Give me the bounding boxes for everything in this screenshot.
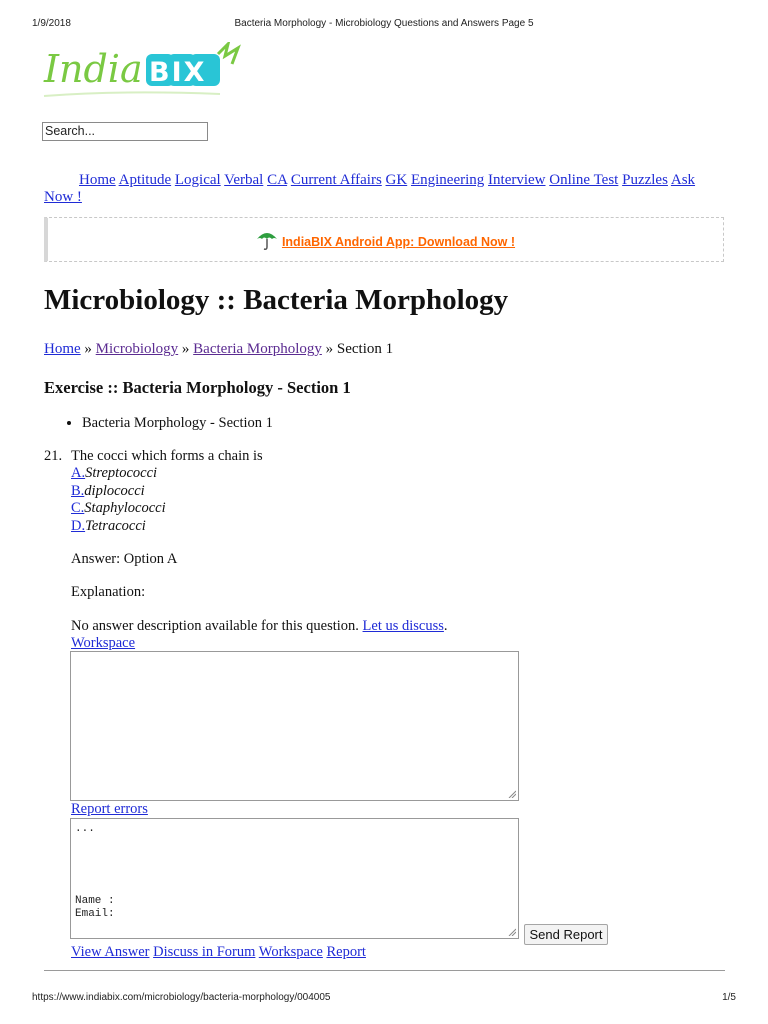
option-d-letter[interactable]: D.	[71, 517, 86, 534]
breadcrumb-separator: »	[181, 341, 190, 357]
report-errors-link[interactable]: Report errors	[71, 801, 148, 817]
discuss-link[interactable]: Let us discuss	[362, 617, 444, 634]
nav-current-affairs[interactable]: Current Affairs	[290, 172, 382, 188]
nav-engineering[interactable]: Engineering	[410, 172, 485, 188]
report-textarea[interactable]	[70, 818, 519, 939]
explanation-body: No answer description available for this question.	[71, 617, 359, 634]
question-text: The cocci which forms a chain is	[71, 448, 263, 464]
nav-aptitude[interactable]: Aptitude	[118, 172, 172, 188]
nav-ca[interactable]: CA	[267, 172, 288, 188]
option-a-letter[interactable]: A.	[71, 465, 86, 482]
print-date: 1/9/2018	[32, 18, 71, 29]
discuss-in-forum-link[interactable]: Discuss in Forum	[153, 944, 256, 960]
option-d-text: Tetracocci	[85, 517, 146, 534]
breadcrumb-microbiology[interactable]: Microbiology	[95, 341, 179, 357]
option-b-text: diplococci	[84, 482, 145, 499]
nav-ask-now[interactable]: Ask Now !	[44, 172, 696, 205]
workspace-link[interactable]: Workspace	[71, 635, 136, 652]
section-list	[66, 414, 273, 432]
option-b-letter[interactable]: B.	[71, 482, 85, 499]
breadcrumb	[44, 340, 393, 358]
print-page-number: 1/5	[722, 992, 736, 1003]
section-list-item[interactable]: • Bacteria Morphology - Section 1	[82, 414, 273, 432]
answer-text: Answer: Option A	[71, 551, 178, 568]
option-c-letter[interactable]: C.	[71, 500, 85, 517]
question-number: 21.	[44, 448, 63, 464]
android-app-banner	[44, 217, 724, 262]
exercise-heading: Exercise :: Bacteria Morphology - Section 1	[44, 378, 351, 397]
question-actions	[71, 944, 366, 961]
option-c-text: Staphylococci	[84, 500, 166, 517]
nav-interview[interactable]: Interview	[488, 172, 546, 188]
breadcrumb-home[interactable]: Home	[44, 341, 81, 357]
android-app-download-link[interactable]: IndiaBIX Android App: Download Now !	[281, 235, 516, 249]
explanation-period: .	[443, 617, 448, 634]
logo-india-text: India	[44, 47, 143, 91]
print-title: Bacteria Morphology - Microbiology Questions and Answers Page 5	[234, 18, 534, 29]
report-email-label: Email:	[75, 908, 115, 920]
explanation-text	[71, 618, 531, 635]
question-block	[71, 448, 531, 653]
breadcrumb-separator: »	[84, 341, 92, 357]
view-answer-link[interactable]: View Answer	[71, 944, 150, 960]
umbrella-icon	[256, 229, 278, 256]
nav-logical[interactable]: Logical	[174, 172, 221, 188]
main-nav	[44, 172, 724, 206]
resize-grip-icon[interactable]	[508, 790, 516, 798]
option-c[interactable]	[71, 500, 531, 517]
breadcrumb-bacteria-morphology[interactable]: Bacteria Morphology	[193, 341, 322, 357]
logo-bix-text: BIX	[149, 57, 207, 88]
report-errors-row	[71, 801, 148, 818]
nav-verbal[interactable]: Verbal	[224, 172, 264, 188]
breadcrumb-current: Section 1	[336, 341, 394, 357]
search-input[interactable]: Search...	[42, 122, 208, 141]
option-d[interactable]	[71, 518, 531, 535]
print-url: https://www.indiabix.com/microbiology/bacteria-morphology/004005	[32, 992, 331, 1003]
option-a-text: Streptococci	[85, 465, 158, 482]
page-title: Microbiology :: Bacteria Morphology	[44, 284, 509, 316]
workspace-textarea[interactable]	[70, 651, 519, 801]
report-link[interactable]: Report	[326, 944, 366, 960]
nav-puzzles[interactable]: Puzzles	[622, 172, 668, 188]
send-report-button[interactable]: Send Report	[524, 924, 608, 945]
resize-grip-icon[interactable]	[508, 928, 516, 936]
divider	[44, 970, 725, 971]
workspace-bottom-link[interactable]: Workspace	[258, 944, 323, 960]
explanation-label: Explanation:	[71, 584, 146, 601]
nav-home[interactable]: Home	[79, 172, 116, 188]
lightning-icon	[218, 44, 238, 64]
report-placeholder-dots: ...	[75, 823, 95, 835]
breadcrumb-separator: »	[325, 341, 334, 357]
nav-online-test[interactable]: Online Test	[549, 172, 619, 188]
option-b[interactable]	[71, 483, 531, 500]
report-name-label: Name :	[75, 895, 115, 907]
indiabix-logo[interactable]	[42, 42, 242, 104]
nav-gk[interactable]: GK	[385, 172, 408, 188]
option-a[interactable]	[71, 465, 531, 482]
